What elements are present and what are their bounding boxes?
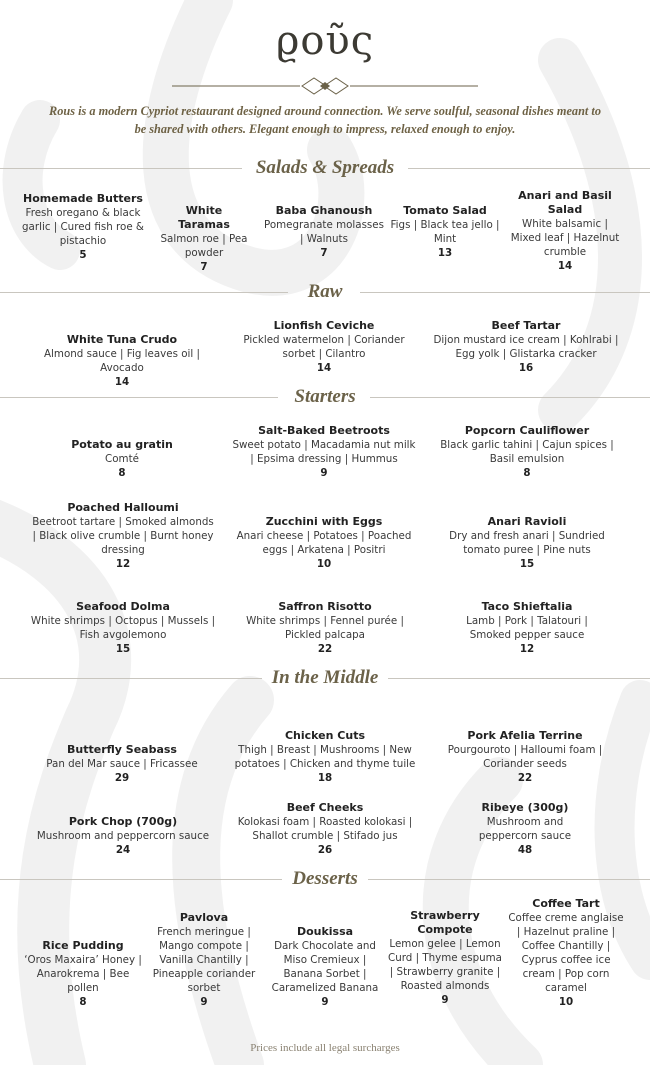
item-price: 7 <box>320 247 328 259</box>
section-header-salads <box>0 156 650 180</box>
section-title: Salads & Spreads <box>255 157 395 178</box>
item-description: Pickled watermelon | Coriander sorbet | Cilantro <box>243 334 405 360</box>
item-description: Lemon gelee | Lemon Curd | Thyme espuma | Strawberry granite | Roasted almonds <box>388 938 502 992</box>
item-description: Beetroot tartare | Smoked almonds | Black olive crumble | Burnt honey dressing <box>32 516 214 556</box>
item-name: Taco Shieftalia <box>481 600 573 613</box>
menu-item <box>470 801 580 857</box>
restaurant-logo: ϱοῦς <box>275 18 375 64</box>
menu-item <box>24 939 142 1009</box>
item-description: ‘Oros Maxaira’ Honey | Anarokrema | Bee pollen <box>24 954 142 994</box>
item-description: Lamb | Pork | Talatouri | Smoked pepper sauce <box>466 615 588 641</box>
item-price: 14 <box>114 376 130 388</box>
menu-item <box>432 319 620 375</box>
menu-item <box>24 815 222 857</box>
item-name: Saffron Risotto <box>278 600 372 613</box>
menu-item <box>230 424 418 480</box>
item-description: Dark Chocolate and Miso Cremieux | Banana Sorbet | Caramelized Banana <box>271 940 379 994</box>
item-description: Pan del Mar sauce | Fricassee <box>46 758 198 770</box>
item-description: Salmon roe | Pea powder <box>160 233 248 259</box>
item-description: French meringue | Mango compote | Vanilla Chantilly | Pineapple coriander sorbet <box>152 926 256 994</box>
item-price: 14 <box>557 260 573 272</box>
section-title: Raw <box>307 281 343 302</box>
menu-item <box>22 192 144 262</box>
section-header-raw <box>0 280 650 304</box>
item-name: Beef Cheeks <box>286 801 364 814</box>
section-header-starters <box>0 385 650 409</box>
item-name: White Taramas <box>178 204 230 231</box>
item-description: Fresh oregano & black garlic | Cured fish roe & pistachio <box>22 207 144 247</box>
item-name: Pavlova <box>179 911 229 924</box>
item-price: 12 <box>115 558 131 570</box>
item-description: Dry and fresh anari | Sundried tomato puree | Pine nuts <box>449 530 605 556</box>
item-name: Coffee Tart <box>532 897 600 910</box>
item-price: 7 <box>200 261 208 273</box>
menu-item <box>24 600 222 656</box>
item-description: Kolokasi foam | Roasted kolokasi | Shallot crumble | Stifado jus <box>237 816 413 842</box>
item-name: Beef Tartar <box>491 319 561 332</box>
item-name: Chicken Cuts <box>284 729 366 742</box>
item-price: 10 <box>558 996 574 1008</box>
divider-line <box>370 397 650 398</box>
item-name: Pork Chop (700g) <box>68 815 178 828</box>
item-price: 15 <box>519 558 535 570</box>
menu-item <box>30 501 216 571</box>
menu-item <box>430 424 624 480</box>
item-name: Popcorn Cauliflower <box>464 424 590 437</box>
menu-item <box>506 189 624 273</box>
section-header-in-the-middle <box>0 666 650 690</box>
menu-item <box>270 925 380 1009</box>
menu-item <box>32 743 212 785</box>
item-name: Tomato Salad <box>403 204 487 217</box>
divider-line <box>388 678 650 679</box>
section-title: Starters <box>294 386 356 407</box>
item-description: Black garlic tahini | Cajun spices | Basil emulsion <box>440 439 614 465</box>
item-price: 15 <box>115 643 131 655</box>
item-price: 9 <box>320 467 328 479</box>
item-price: 9 <box>200 996 208 1008</box>
item-price: 14 <box>316 362 332 374</box>
item-description: Thigh | Breast | Mushrooms | New potatoes | Chicken and thyme tuile <box>234 744 416 770</box>
item-description: Mushroom and peppercorn sauce <box>478 816 572 842</box>
item-description: Figs | Black tea jello | Mint <box>390 219 500 245</box>
item-name: Anari Ravioli <box>487 515 567 528</box>
item-name: Butterfly Seabass <box>67 743 177 756</box>
divider-line <box>408 168 650 169</box>
item-price: 22 <box>317 643 333 655</box>
item-name: Potato au gratin <box>71 438 173 451</box>
item-price: 9 <box>321 996 329 1008</box>
item-price: 9 <box>441 994 449 1006</box>
item-description: Pourgouroto | Halloumi foam | Coriander seeds <box>447 744 603 770</box>
item-name: Anari and Basil Salad <box>518 189 612 216</box>
restaurant-tagline: Rous is a modern Cypriot restaurant designed around connection. We serve soulful, seasonal dishes meant to be shared with others. Elegant enough to impress, relaxed enough to enjoy. <box>49 104 601 136</box>
menu-item <box>386 909 504 1007</box>
item-description: Mushroom and peppercorn sauce <box>36 830 210 842</box>
menu-item <box>150 911 258 1009</box>
item-name: Doukissa <box>296 925 354 938</box>
item-name: Poached Halloumi <box>67 501 179 514</box>
item-price: 48 <box>517 844 533 856</box>
item-name: Strawberry Compote <box>410 909 480 936</box>
item-description: Almond sauce | Fig leaves oil | Avocado <box>44 348 200 374</box>
section-title: Desserts <box>292 868 358 889</box>
item-name: Lionfish Ceviche <box>273 319 375 332</box>
menu-item <box>236 801 414 857</box>
item-description: White balsamic | Mixed leaf | Hazelnut crumble <box>510 218 620 258</box>
item-price: 18 <box>317 772 333 784</box>
item-description: Anari cheese | Potatoes | Poached eggs | Arkatena | Positri <box>236 530 412 556</box>
menu-item <box>432 515 622 571</box>
item-price: 24 <box>115 844 131 856</box>
item-price: 12 <box>519 643 535 655</box>
item-name: White Tuna Crudo <box>66 333 178 346</box>
section-header-desserts <box>0 867 650 891</box>
item-description: White shrimps | Fennel purée | Pickled palcapa <box>246 615 404 641</box>
menu-item <box>228 515 420 571</box>
item-price: 8 <box>118 467 126 479</box>
item-price: 8 <box>523 467 531 479</box>
item-price: 26 <box>317 844 333 856</box>
item-name: Zucchini with Eggs <box>265 515 383 528</box>
divider-line <box>368 879 650 880</box>
menu-item <box>158 204 250 274</box>
item-description: Dijon mustard ice cream | Kohlrabi | Egg yolk | Glistarka cracker <box>433 334 619 360</box>
menu-item <box>508 897 624 1009</box>
menu-item <box>232 729 418 785</box>
item-description: Comté <box>105 453 139 465</box>
menu-item <box>262 204 386 260</box>
menu-item <box>22 438 222 480</box>
item-name: Ribeye (300g) <box>481 801 569 814</box>
item-description: Pomegranate molasses | Walnuts <box>264 219 384 245</box>
footer-note: Prices include all legal surcharges <box>250 1042 400 1054</box>
menu-item <box>440 729 610 785</box>
logo-ornament-divider <box>172 76 478 96</box>
item-description: Sweet potato | Macadamia nut milk | Epsima dressing | Hummus <box>232 439 416 465</box>
item-price: 10 <box>316 558 332 570</box>
item-description: Coffee creme anglaise | Hazelnut praline | Coffee Chantilly | Cyprus coffee ice cream | Pop corn caramel <box>508 912 624 994</box>
item-price: 8 <box>79 996 87 1008</box>
item-name: Baba Ghanoush <box>275 204 373 217</box>
item-price: 13 <box>437 247 453 259</box>
item-name: Seafood Dolma <box>76 600 170 613</box>
item-description: White shrimps | Octopus | Mussels | Fish avgolemono <box>30 615 216 641</box>
menu-item <box>22 333 222 389</box>
item-price: 29 <box>114 772 130 784</box>
menu-item <box>230 600 420 656</box>
menu-item <box>390 204 500 260</box>
item-name: Salt-Baked Beetroots <box>258 424 390 437</box>
divider-line <box>360 292 650 293</box>
menu-item <box>462 600 592 656</box>
item-price: 22 <box>517 772 533 784</box>
item-price: 5 <box>79 249 87 261</box>
menu-item <box>226 319 422 375</box>
item-name: Pork Afelia Terrine <box>467 729 583 742</box>
item-name: Homemade Butters <box>23 192 143 205</box>
item-price: 16 <box>518 362 534 374</box>
item-name: Rice Pudding <box>42 939 124 952</box>
section-title: In the Middle <box>271 667 379 688</box>
